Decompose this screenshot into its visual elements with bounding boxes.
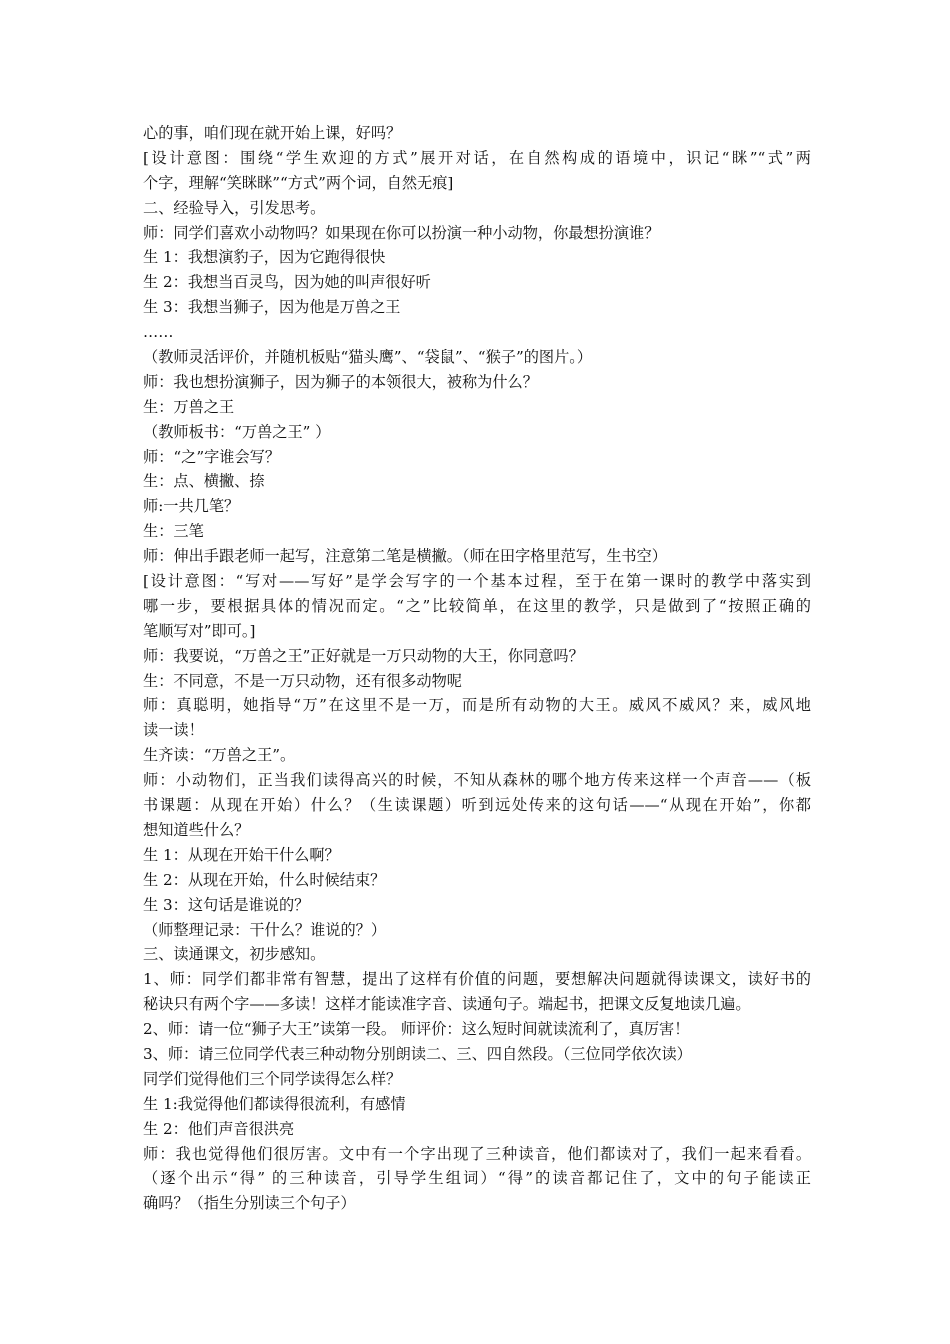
text-line: （教师灵活评价，并随机板贴“猫头鹰”、“袋鼠”、“猴子”的图片。） [143, 348, 593, 367]
text-line: 师：“之”字谁会写？ [143, 447, 281, 466]
document-body [143, 121, 811, 1216]
text-line: 生 2：从现在开始，什么时候结束？ [143, 870, 386, 889]
text-line: 生 3：这句话是谁说的？ [143, 895, 310, 914]
text-line: 生 1:我觉得他们都读得很流利，有感情 [143, 1094, 406, 1113]
text-line: 生 2：他们声音很洪亮 [143, 1119, 295, 1138]
text-line: 笔顺写对”即可。] [143, 621, 256, 640]
text-line: 想知道些什么？ [143, 820, 250, 839]
text-line: （师整理记录：干什么？谁说的？） [143, 920, 386, 939]
text-line: 师：同学们喜欢小动物吗？如果现在你可以扮演一种小动物，你最想扮演谁？ [143, 223, 660, 242]
text-line: 确吗？（指生分别读三个句子） [143, 1194, 356, 1213]
text-line: 生 2：我想当百灵鸟，因为她的叫声很好听 [143, 273, 431, 292]
text-line: 生齐读：“万兽之王”。 [143, 746, 296, 765]
text-line: 生：点、横撇、捺 [143, 472, 265, 491]
text-line: 师:一共几笔？ [143, 497, 240, 516]
text-line: 心的事，咱们现在就开始上课，好吗？ [143, 124, 402, 142]
text-line: 3、师：请三位同学代表三种动物分别朗读二、三、四自然段。（三位同学依次读） [143, 1044, 692, 1063]
text-line: …… [143, 323, 174, 342]
text-line: 秘诀只有两个字——多读！这样才能读准字音、读通句子。端起书，把课文反复地读几遍。 [143, 995, 751, 1014]
text-line: （逐个出示“得” 的三种读音，引导学生组词）“得”的读音都记住了，文中的句子能读正 [143, 1169, 811, 1188]
text-line: 读一读！ [143, 721, 204, 740]
text-line: 三、读通课文，初步感知。 [143, 945, 326, 964]
text-line: 生 1：从现在开始干什么啊？ [143, 845, 340, 864]
text-line: 生：不同意，不是一万只动物，还有很多动物呢 [143, 671, 462, 690]
text-line: 生 1：我想演豹子，因为它跑得很快 [143, 248, 386, 267]
text-line: 师：真聪明，她指导“万”在这里不是一万，而是所有动物的大王。威风不威风？来，威风地 [143, 696, 811, 715]
text-line: [设计意图：“写对——写好”是学会写字的一个基本过程，至于在第一课时的教学中落实到 [143, 572, 811, 591]
text-line: （教师板书：“万兽之王” ） [143, 422, 331, 441]
text-line: 书课题：从现在开始）什么？（生读课题）听到远处传来的这句话——“从现在开始”，你都 [143, 796, 811, 815]
text-line: 1、师：同学们都非常有智慧，提出了这样有价值的问题，要想解决问题就得读课文，读好书的 [143, 970, 811, 989]
text-line: 生：万兽之王 [143, 397, 235, 416]
text-line: 2、师：请一位“狮子大王”读第一段。 师评价：这么短时间就读流利了，真厉害！ [143, 1020, 690, 1039]
text-line: 哪一步，要根据具体的情况而定。“之”比较简单，在这里的教学，只是做到了“按照正确的 [143, 596, 811, 615]
text-line: 同学们觉得他们三个同学读得怎么样？ [143, 1069, 402, 1088]
text-line: 生 3：我想当狮子，因为他是万兽之王 [143, 298, 401, 317]
text-line: 师：我也觉得他们很厉害。文中有一个字出现了三种读音，他们都读对了，我们一起来看看。 [143, 1144, 811, 1163]
text-line: 生：三笔 [143, 522, 204, 541]
text-line: 师：伸出手跟老师一起写，注意第二笔是横撇。（师在田字格里范写，生书空） [143, 547, 667, 566]
text-line: 师：我要说，“万兽之王”正好就是一万只动物的大王，你同意吗？ [143, 646, 584, 665]
text-line: 师：我也想扮演狮子，因为狮子的本领很大，被称为什么？ [143, 372, 538, 391]
text-line: 师：小动物们，正当我们读得高兴的时候，不知从森林的哪个地方传来这样一个声音——（板 [143, 771, 811, 790]
text-line: 二、经验导入，引发思考。 [143, 198, 326, 217]
text-line: 个字，理解“笑眯眯”“方式”两个词，自然无痕] [143, 173, 454, 192]
text-line: [设计意图：围绕“学生欢迎的方式”展开对话，在自然构成的语境中，识记“眯”“式”两 [143, 148, 811, 167]
